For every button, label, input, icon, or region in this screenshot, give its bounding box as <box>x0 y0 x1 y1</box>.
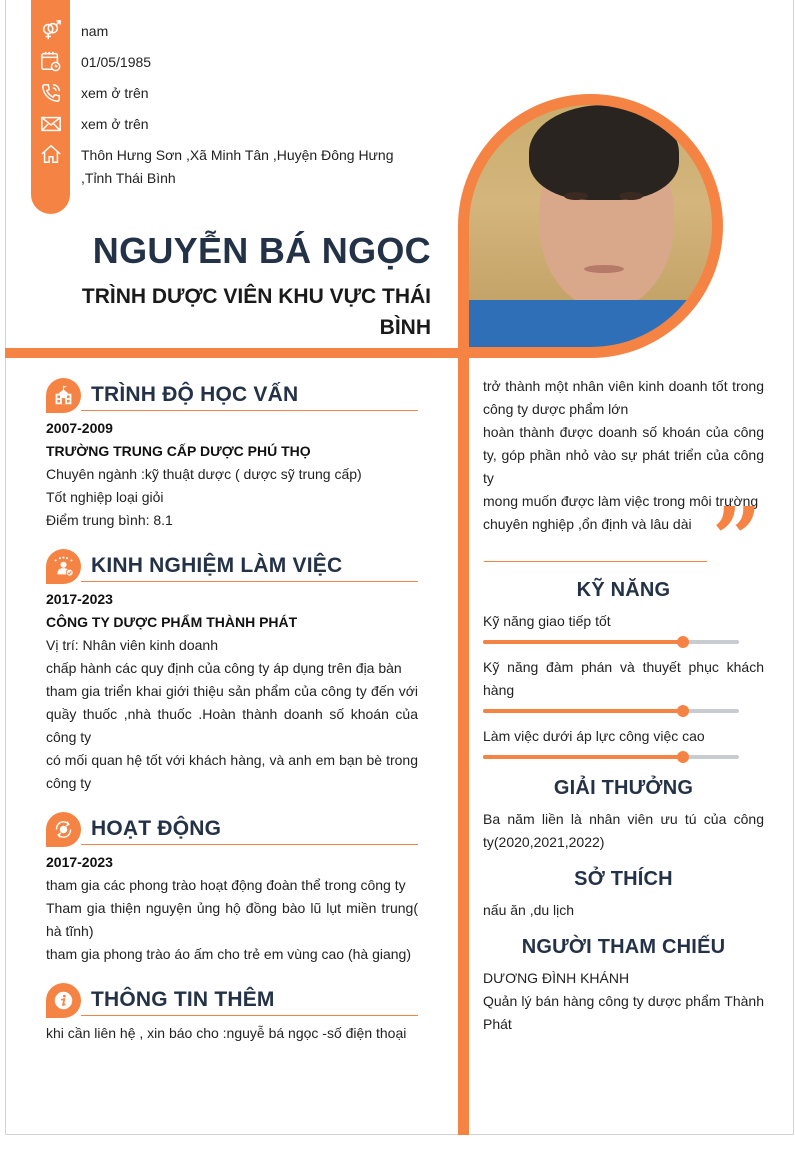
reference-role: Quản lý bán hàng công ty dược phẩm Thành Phát <box>483 993 764 1032</box>
education-underline <box>81 410 418 411</box>
skill-knob <box>677 705 689 717</box>
education-section <box>46 378 418 532</box>
skill-fill <box>483 755 683 759</box>
skill-bar <box>483 755 739 759</box>
address-value <box>81 144 394 190</box>
experience-period: 2017-2023 <box>46 591 113 607</box>
more-info-section <box>46 983 418 1045</box>
skill-bar <box>483 709 739 713</box>
objective-line: mong muốn được làm việc trong môi trường chuyên nghiệp ,ổn định và lâu dài <box>483 493 759 532</box>
address-line-2: ,Tỉnh Thái Bình <box>81 170 176 186</box>
more-info-underline <box>81 1015 418 1016</box>
team-star-icon <box>46 549 81 584</box>
horizontal-divider <box>5 348 468 358</box>
awards-section <box>483 777 764 854</box>
email-value: xem ở trên <box>81 116 149 132</box>
activities-line: Tham gia thiện nguyện ủng hộ đồng bào lũ lụt miền trung( hà tĩnh) <box>46 900 418 939</box>
skills-section <box>483 579 764 759</box>
quote-mark-icon: ” <box>712 489 762 590</box>
education-title: TRÌNH ĐỘ HỌC VẤN <box>91 383 299 406</box>
skill-fill <box>483 709 683 713</box>
awards-title: GIẢI THƯỞNG <box>553 777 694 799</box>
experience-company: CÔNG TY DƯỢC PHẨM THÀNH PHÁT <box>46 614 298 630</box>
info-icon <box>46 983 81 1018</box>
school-icon <box>46 378 81 413</box>
education-school: TRƯỜNG TRUNG CẤP DƯỢC PHÚ THỌ <box>46 443 311 459</box>
job-title <box>71 281 431 343</box>
skill-label: Làm việc dưới áp lực công việc cao <box>483 728 705 744</box>
activities-line: tham gia các phong trào hoạt động đoàn thể trong công ty <box>46 877 406 893</box>
quote-underline <box>484 561 707 562</box>
awards-text: Ba năm liền là nhân viên ưu tú của công ty(2020,2021,2022) <box>483 811 764 850</box>
objective-line: trở thành một nhân viên kinh doanh tốt trong công ty dược phẩm lớn <box>483 378 764 417</box>
experience-line: Vị trí: Nhân viên kinh doanh <box>46 637 218 653</box>
vertical-divider <box>458 230 469 1135</box>
experience-underline <box>81 581 418 582</box>
calendar-icon <box>40 50 62 72</box>
hobbies-text: nấu ăn ,du lịch <box>483 902 575 918</box>
activities-period: 2017-2023 <box>46 854 113 870</box>
activity-cycle-icon <box>46 812 81 847</box>
education-line: Chuyên ngành :kỹ thuật dược ( dược sỹ trung cấp) <box>46 466 362 482</box>
candidate-name: NGUYỄN BÁ NGỌC <box>92 230 431 271</box>
skill-fill <box>483 640 683 644</box>
activities-line: tham gia phong trào áo ấm cho trẻ em vùng cao (hà giang) <box>46 946 411 962</box>
more-info-title: THÔNG TIN THÊM <box>91 988 275 1011</box>
skill-label: Kỹ năng giao tiếp tốt <box>483 613 611 629</box>
skill-knob <box>677 751 689 763</box>
job-title-line-2: BÌNH <box>379 316 431 339</box>
mail-icon <box>40 113 62 135</box>
activities-section <box>46 812 418 966</box>
objective-line: hoàn thành được doanh số khoán của công ty, góp phần nhỏ vào sự phát triển của công ty <box>483 424 764 486</box>
gender-icon <box>40 19 62 41</box>
experience-line: tham gia triển khai giới thiệu sản phẩm của công ty đến với quầy thuốc ,nhà thuốc .Hoàn thành doanh số khoán của công ty <box>46 683 418 745</box>
education-line: Tốt nghiệp loại giỏi <box>46 489 164 505</box>
skills-title: KỸ NĂNG <box>576 579 671 601</box>
more-info-text: khi cần liên hệ , xin báo cho :nguyễ bá ngọc -số điện thoại <box>46 1025 407 1041</box>
reference-section <box>483 936 764 1036</box>
reference-title: NGƯỜI THAM CHIẾU <box>521 936 726 958</box>
activities-title: HOẠT ĐỘNG <box>91 817 222 840</box>
gender-value: nam <box>81 23 109 39</box>
birthday-value: 01/05/1985 <box>81 54 152 70</box>
education-period: 2007-2009 <box>46 420 113 436</box>
profile-photo <box>469 105 712 347</box>
experience-title: KINH NGHIỆM LÀM VIỆC <box>91 554 343 577</box>
address-line-1: Thôn Hưng Sơn ,Xã Minh Tân ,Huyện Đông Hưng <box>81 147 394 163</box>
experience-line: chấp hành các quy định của công ty áp dụng trên địa bàn <box>46 660 402 676</box>
education-line: Điểm trung bình: 8.1 <box>46 512 173 528</box>
hobbies-title: SỞ THÍCH <box>574 868 673 890</box>
activities-underline <box>81 844 418 845</box>
experience-section <box>46 549 418 795</box>
skill-bar <box>483 640 739 644</box>
job-title-line-1: TRÌNH DƯỢC VIÊN KHU VỰC THÁI <box>81 285 431 308</box>
home-icon <box>40 143 62 165</box>
phone-value: xem ở trên <box>81 85 149 101</box>
reference-name: DƯƠNG ĐÌNH KHÁNH <box>483 970 630 986</box>
skill-knob <box>677 636 689 648</box>
experience-line: có mối quan hệ tốt với khách hàng, và anh em bạn bè trong công ty <box>46 752 418 791</box>
hobbies-section <box>483 868 764 922</box>
skill-label: Kỹ năng đàm phán và thuyết phục khách hàng <box>483 659 764 698</box>
phone-icon <box>40 82 62 104</box>
